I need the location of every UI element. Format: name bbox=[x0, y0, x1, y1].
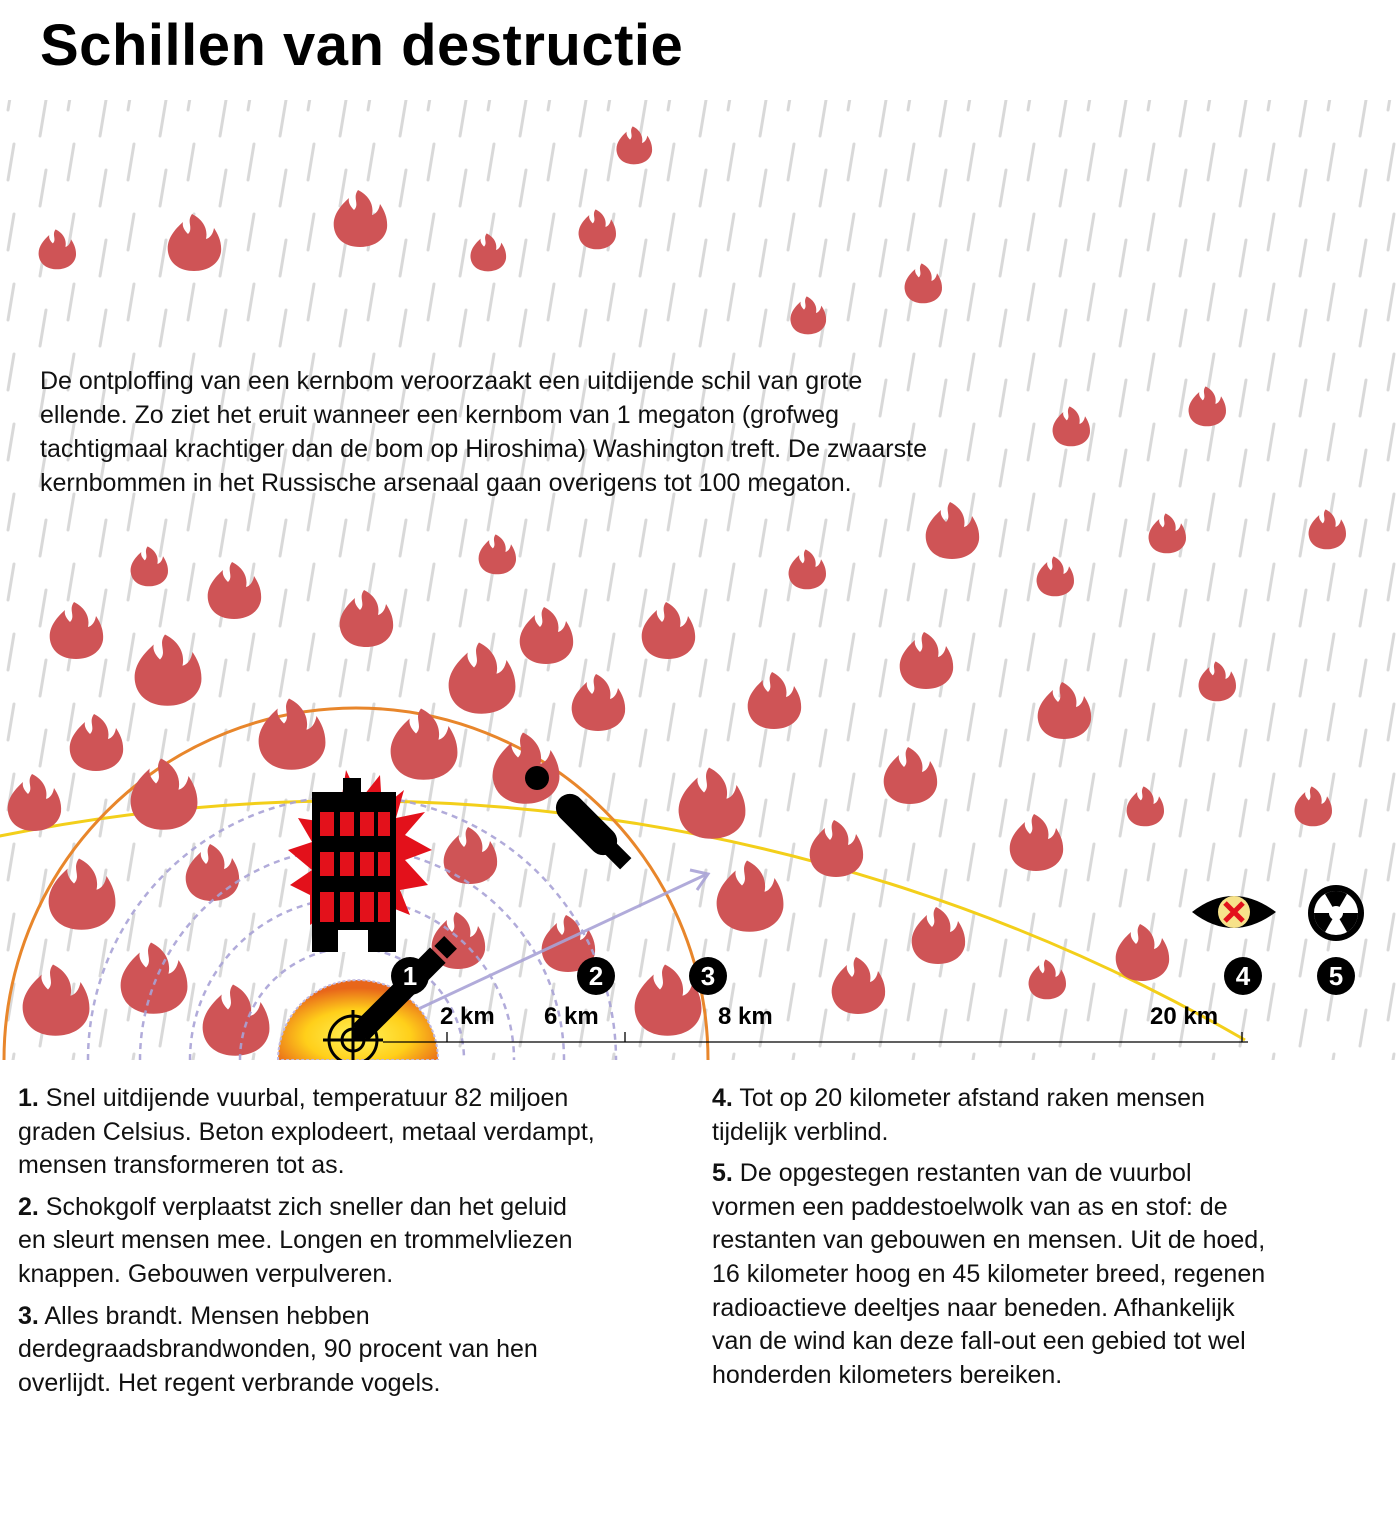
legend-item-3: 3. Alles brandt. Mensen hebben derdegraadsbrandwonden, 90 procent van hen overlijdt. Het regent verbrande vogels. bbox=[18, 1301, 538, 1397]
marker-3: 3 bbox=[700, 961, 716, 991]
legend-item-5: 5. De opgestegen restanten van de vuurbol vormen een paddestoelwolk van as en stof: de restanten van gebouwen en mensen. Uit de hoed, 16 kilometer hoog en 45 kilometer breed, regenen radioactieve deeltjes naar beneden. Afhankelijk van de wind kan deze fall-out een gebied tot wel honderden kilometers bereiken. bbox=[712, 1159, 1266, 1389]
radiation-icon bbox=[1308, 885, 1364, 941]
distance-label-20km: 20 km bbox=[1150, 1003, 1219, 1030]
marker-1: 1 bbox=[402, 961, 418, 991]
legend-column-left bbox=[18, 1082, 598, 1408]
marker-4: 4 bbox=[1235, 961, 1251, 991]
marker-2: 2 bbox=[588, 961, 604, 991]
legend-item-2: 2. Schokgolf verplaatst zich sneller dan het geluid en sleurt mensen mee. Longen en trommelvliezen knappen. Gebouwen verpulveren. bbox=[18, 1192, 573, 1288]
intro-paragraph: De ontploffing van een kernbom veroorzaakt een uitdijende schil van grote ellende. Zo ziet het eruit wanneer een kernbom van 1 megaton (grofweg tachtigmaal krachtiger dan de bom op Hiroshima) Washington treft. De zwaarste kernbommen in het Russische arsenaal gaan overigens tot 100 megaton. bbox=[40, 367, 927, 497]
legend-item-4: 4. Tot op 20 kilometer afstand raken mensen tijdelijk verblind. bbox=[712, 1084, 1205, 1146]
page-title: Schillen van destructie bbox=[40, 13, 684, 78]
distance-label-2km: 2 km bbox=[440, 1003, 495, 1030]
legend-item-1: 1. Snel uitdijende vuurbal, temperatuur 82 miljoen graden Celsius. Beton explodeert, metaal verdampt, mensen transformeren tot as. bbox=[18, 1084, 595, 1180]
distance-label-8km: 8 km bbox=[718, 1003, 773, 1030]
distance-label-6km: 6 km bbox=[544, 1003, 599, 1030]
legend-column-right bbox=[712, 1082, 1272, 1400]
marker-5: 5 bbox=[1328, 961, 1344, 991]
